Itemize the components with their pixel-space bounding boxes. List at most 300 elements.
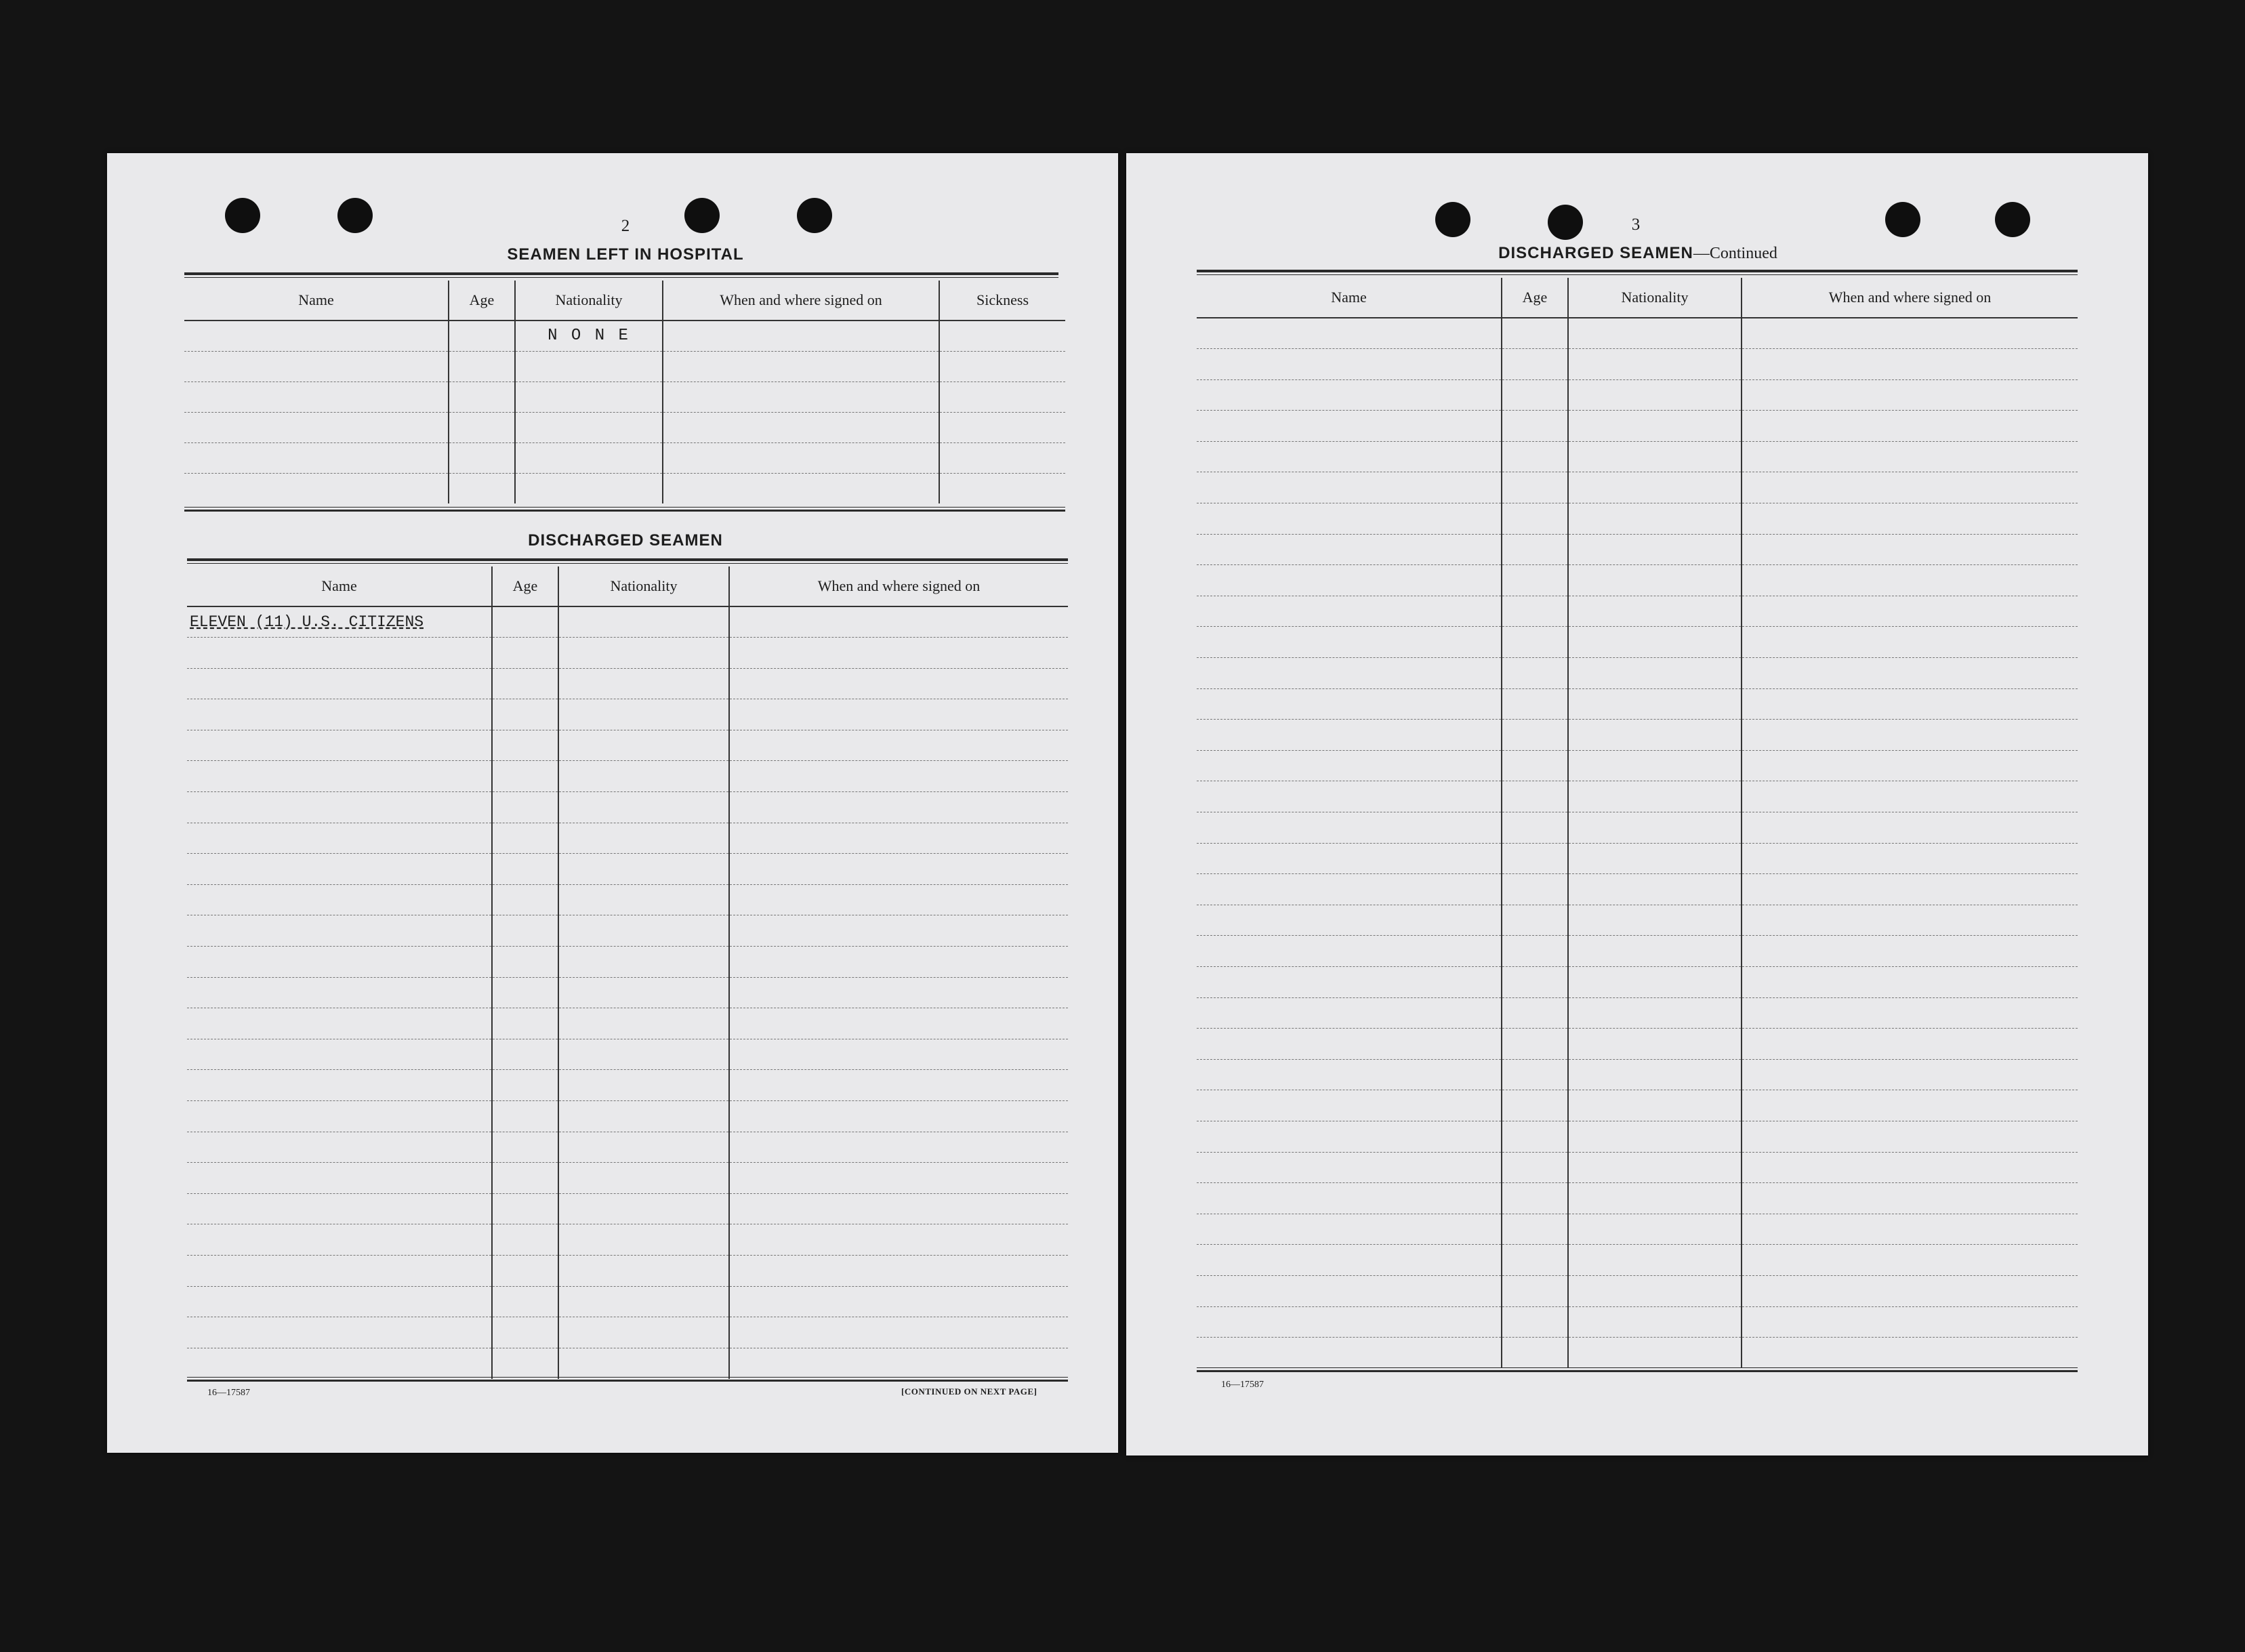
table-row — [187, 1348, 1068, 1379]
table-cell — [558, 1101, 729, 1132]
table-cell — [1197, 1245, 1502, 1276]
table-cell — [558, 1193, 729, 1224]
table-cell — [1568, 658, 1742, 689]
table-cell — [558, 1039, 729, 1070]
table-cell — [663, 442, 939, 473]
table-cell — [1197, 997, 1502, 1029]
table-cell — [1197, 966, 1502, 997]
table-cell — [1568, 1214, 1742, 1245]
table-cell — [1568, 720, 1742, 751]
table-cell — [1568, 1152, 1742, 1183]
table-cell — [187, 947, 492, 978]
table-cell — [1568, 318, 1742, 349]
table-cell — [1742, 966, 2078, 997]
table-cell — [492, 1039, 558, 1070]
table-cell — [663, 473, 939, 503]
table-cell — [1502, 472, 1568, 503]
table-cell — [1502, 658, 1568, 689]
table-cell — [1197, 750, 1502, 781]
table-row — [1197, 843, 2078, 874]
table-cell — [1502, 720, 1568, 751]
table-cell — [1742, 658, 2078, 689]
table-cell: N O N E — [515, 321, 663, 351]
table-cell — [187, 1317, 492, 1348]
table-row — [1197, 966, 2078, 997]
table-cell — [1568, 781, 1742, 812]
punch-hole — [1995, 202, 2030, 237]
table-cell — [1502, 936, 1568, 967]
table-cell — [939, 381, 1065, 412]
discharged-table — [187, 566, 1068, 1379]
table-cell — [449, 412, 515, 442]
table-row — [1197, 318, 2078, 349]
table-row — [1197, 1090, 2078, 1121]
table-row — [1197, 936, 2078, 967]
table-cell — [1502, 318, 1568, 349]
table-row — [1197, 441, 2078, 472]
table-row — [187, 1224, 1068, 1256]
table-cell — [1502, 966, 1568, 997]
table-row — [1197, 1338, 2078, 1369]
table-cell — [1502, 441, 1568, 472]
table-cell — [1568, 1090, 1742, 1121]
table-cell — [515, 412, 663, 442]
table-cell — [1197, 1090, 1502, 1121]
table-cell — [1568, 349, 1742, 380]
table-cell — [1197, 874, 1502, 905]
punch-hole — [684, 198, 720, 233]
table-cell — [1742, 1275, 2078, 1306]
table-cell — [1568, 1275, 1742, 1306]
table-cell — [729, 1101, 1068, 1132]
table-cell — [1197, 379, 1502, 411]
column-header-signed-on: When and where signed on — [663, 281, 939, 321]
table-cell — [1197, 472, 1502, 503]
bottom-rule — [1197, 1367, 2078, 1372]
bottom-rule — [187, 1377, 1068, 1382]
table-cell — [492, 668, 558, 699]
table-row — [1197, 997, 2078, 1029]
table-cell — [558, 1317, 729, 1348]
table-cell — [449, 381, 515, 412]
table-cell — [939, 442, 1065, 473]
table-row — [1197, 596, 2078, 627]
table-cell — [515, 473, 663, 503]
double-rule — [184, 272, 1058, 278]
table-cell — [187, 1132, 492, 1163]
table-cell — [1568, 441, 1742, 472]
table-row — [1197, 688, 2078, 720]
table-cell — [1742, 874, 2078, 905]
table-cell — [729, 761, 1068, 792]
table-row — [1197, 720, 2078, 751]
table-cell — [558, 606, 729, 638]
table-cell — [1742, 627, 2078, 658]
table-cell — [1568, 411, 1742, 442]
table-cell — [1742, 688, 2078, 720]
table-cell — [1742, 596, 2078, 627]
page-number: 2 — [621, 217, 630, 235]
table-cell — [1502, 1214, 1568, 1245]
table-cell — [184, 351, 449, 381]
table-row — [1197, 534, 2078, 565]
table-cell — [492, 730, 558, 761]
table-cell — [1197, 1029, 1502, 1060]
table-cell — [558, 823, 729, 854]
table-row — [187, 606, 1068, 638]
table-cell — [492, 638, 558, 669]
table-cell — [729, 1193, 1068, 1224]
table-row — [187, 1193, 1068, 1224]
table-row — [184, 381, 1065, 412]
table-cell — [1742, 1306, 2078, 1338]
table-cell — [729, 854, 1068, 885]
table-cell — [729, 1163, 1068, 1194]
table-cell — [1502, 1121, 1568, 1152]
table-cell — [1742, 1090, 2078, 1121]
table-cell — [492, 1348, 558, 1379]
table-cell — [1197, 658, 1502, 689]
table-cell — [187, 1070, 492, 1101]
column-header-signed-on: When and where signed on — [729, 566, 1068, 606]
discharged-continued-table — [1197, 278, 2078, 1368]
table-cell — [558, 977, 729, 1008]
table-cell — [187, 823, 492, 854]
table-cell — [558, 1132, 729, 1163]
column-header-nationality: Nationality — [515, 281, 663, 321]
table-cell — [558, 884, 729, 915]
table-cell — [184, 442, 449, 473]
section-title-suffix: —Continued — [1693, 245, 1777, 262]
table-cell — [1742, 411, 2078, 442]
table-cell — [492, 1070, 558, 1101]
table-cell — [1197, 1306, 1502, 1338]
table-row — [1197, 1029, 2078, 1060]
table-cell — [1742, 472, 2078, 503]
table-row — [1197, 1214, 2078, 1245]
table-cell — [1502, 874, 1568, 905]
table-row — [184, 473, 1065, 503]
table-cell — [729, 884, 1068, 915]
table-cell — [1742, 503, 2078, 535]
table-cell — [515, 351, 663, 381]
section-title-discharged-continued — [1370, 244, 1906, 263]
table-cell — [1197, 843, 1502, 874]
table-cell — [558, 1008, 729, 1039]
table-cell — [1502, 1183, 1568, 1214]
table-cell — [1197, 349, 1502, 380]
table-cell — [729, 1286, 1068, 1317]
table-cell — [729, 1317, 1068, 1348]
table-cell — [187, 1039, 492, 1070]
table-cell — [729, 668, 1068, 699]
table-cell — [1197, 565, 1502, 596]
table-cell — [1568, 534, 1742, 565]
table-row — [1197, 1059, 2078, 1090]
table-cell — [1502, 411, 1568, 442]
column-header-age: Age — [492, 566, 558, 606]
table-cell — [1197, 1059, 1502, 1090]
punch-hole — [225, 198, 260, 233]
table-cell — [939, 321, 1065, 351]
table-cell — [1742, 781, 2078, 812]
table-row — [1197, 750, 2078, 781]
table-cell — [1502, 905, 1568, 936]
table-cell — [492, 947, 558, 978]
table-row — [1197, 812, 2078, 844]
table-cell — [187, 730, 492, 761]
table-cell — [1197, 503, 1502, 535]
table-cell — [187, 1255, 492, 1286]
table-cell — [1742, 534, 2078, 565]
table-cell — [1502, 534, 1568, 565]
column-header-age: Age — [449, 281, 515, 321]
table-cell — [558, 1163, 729, 1194]
table-cell — [558, 638, 729, 669]
table-cell — [1197, 1121, 1502, 1152]
table-cell — [1197, 936, 1502, 967]
table-cell — [187, 1008, 492, 1039]
table-cell — [558, 1348, 729, 1379]
table-cell — [449, 473, 515, 503]
table-cell — [558, 1286, 729, 1317]
punch-hole — [1885, 202, 1920, 237]
table-cell — [729, 1348, 1068, 1379]
table-cell — [729, 699, 1068, 730]
table-cell — [1742, 565, 2078, 596]
table-cell — [492, 761, 558, 792]
continued-note: [CONTINUED ON NEXT PAGE] — [901, 1386, 1037, 1397]
table-cell — [939, 473, 1065, 503]
table-cell — [1568, 565, 1742, 596]
table-cell — [1502, 1275, 1568, 1306]
table-cell — [1502, 565, 1568, 596]
table-cell — [184, 412, 449, 442]
table-cell — [558, 1255, 729, 1286]
table-cell — [729, 977, 1068, 1008]
table-cell — [1197, 1275, 1502, 1306]
right-page — [1126, 153, 2148, 1455]
table-cell — [558, 1070, 729, 1101]
table-cell — [663, 351, 939, 381]
table-cell — [187, 1286, 492, 1317]
table-row — [1197, 1183, 2078, 1214]
double-rule — [187, 558, 1068, 564]
table-cell — [1742, 379, 2078, 411]
table-row — [187, 1317, 1068, 1348]
table-cell — [187, 761, 492, 792]
table-cell — [1197, 318, 1502, 349]
table-cell — [1197, 596, 1502, 627]
table-row — [184, 351, 1065, 381]
table-cell — [1197, 411, 1502, 442]
table-cell — [1502, 503, 1568, 535]
table-cell — [492, 823, 558, 854]
table-row — [1197, 658, 2078, 689]
table-cell — [184, 321, 449, 351]
table-cell — [1742, 1029, 2078, 1060]
punch-hole — [1548, 205, 1583, 240]
table-cell — [558, 730, 729, 761]
table-cell — [1568, 936, 1742, 967]
table-cell — [187, 1224, 492, 1256]
table-cell — [1568, 997, 1742, 1029]
table-cell — [558, 668, 729, 699]
table-cell — [1502, 750, 1568, 781]
column-header-name: Name — [187, 566, 492, 606]
table-cell — [184, 473, 449, 503]
table-cell — [492, 1132, 558, 1163]
table-row — [1197, 1152, 2078, 1183]
punch-hole — [337, 198, 373, 233]
table-row — [187, 1255, 1068, 1286]
table-row — [187, 1008, 1068, 1039]
table-row — [1197, 503, 2078, 535]
table-cell — [187, 854, 492, 885]
table-cell — [492, 854, 558, 885]
table-cell — [1742, 997, 2078, 1029]
table-cell — [1742, 349, 2078, 380]
table-cell — [1568, 596, 1742, 627]
table-cell — [1568, 1059, 1742, 1090]
table-cell — [1742, 1214, 2078, 1245]
column-header-signed-on: When and where signed on — [1742, 278, 2078, 318]
table-cell — [184, 381, 449, 412]
table-cell — [492, 1317, 558, 1348]
table-cell — [1742, 1338, 2078, 1369]
table-row — [187, 1039, 1068, 1070]
section-title-main: DISCHARGED SEAMEN — [1498, 244, 1693, 262]
table-cell — [558, 854, 729, 885]
table-cell — [1502, 812, 1568, 844]
table-cell — [729, 1224, 1068, 1256]
table-row — [187, 730, 1068, 761]
section-title-hospital: SEAMEN LEFT IN HOSPITAL — [507, 245, 744, 264]
table-row — [184, 442, 1065, 473]
table-cell — [492, 1101, 558, 1132]
table-cell — [1502, 1029, 1568, 1060]
table-row — [1197, 1245, 2078, 1276]
table-row — [1197, 411, 2078, 442]
table-cell — [1502, 997, 1568, 1029]
table-cell — [558, 761, 729, 792]
table-cell — [1197, 441, 1502, 472]
table-cell — [1502, 1059, 1568, 1090]
table-row — [187, 1286, 1068, 1317]
table-cell — [939, 412, 1065, 442]
table-row — [1197, 781, 2078, 812]
table-cell — [729, 823, 1068, 854]
table-cell — [1742, 318, 2078, 349]
form-number: 16—17587 — [1221, 1380, 1264, 1390]
table-cell — [492, 1286, 558, 1317]
table-cell — [1197, 905, 1502, 936]
table-cell — [1197, 812, 1502, 844]
table-cell — [492, 1255, 558, 1286]
table-row — [1197, 1275, 2078, 1306]
table-cell — [1502, 781, 1568, 812]
punch-hole — [1435, 202, 1470, 237]
table-row — [1197, 1121, 2078, 1152]
table-row — [187, 1132, 1068, 1163]
table-cell — [449, 442, 515, 473]
table-row — [187, 699, 1068, 730]
double-rule — [1197, 270, 2078, 275]
table-cell — [1742, 1059, 2078, 1090]
table-row — [187, 792, 1068, 823]
table-cell — [1502, 1152, 1568, 1183]
table-cell — [187, 1101, 492, 1132]
table-row — [184, 321, 1065, 351]
table-cell — [1742, 720, 2078, 751]
table-cell — [1568, 1121, 1742, 1152]
table-cell — [1568, 1245, 1742, 1276]
table-cell — [1502, 1090, 1568, 1121]
table-cell — [1568, 1183, 1742, 1214]
table-cell — [729, 1039, 1068, 1070]
table-cell — [1197, 720, 1502, 751]
table-cell — [187, 884, 492, 915]
table-cell — [1502, 1338, 1568, 1369]
column-header-name: Name — [184, 281, 449, 321]
form-number: 16—17587 — [207, 1388, 250, 1398]
table-cell — [729, 792, 1068, 823]
left-page — [107, 153, 1118, 1453]
table-cell — [1742, 905, 2078, 936]
column-header-age: Age — [1502, 278, 1568, 318]
table-cell — [187, 977, 492, 1008]
table-row — [187, 1163, 1068, 1194]
table-cell — [558, 699, 729, 730]
table-cell — [1568, 843, 1742, 874]
table-cell — [1197, 688, 1502, 720]
hospital-table — [184, 281, 1065, 503]
table-cell — [1502, 1245, 1568, 1276]
column-header-name: Name — [1197, 278, 1502, 318]
table-cell — [1568, 379, 1742, 411]
table-cell — [187, 915, 492, 947]
table-row — [1197, 905, 2078, 936]
table-cell — [1568, 874, 1742, 905]
table-cell — [663, 381, 939, 412]
table-cell — [1502, 349, 1568, 380]
table-cell — [492, 884, 558, 915]
table-cell — [1502, 843, 1568, 874]
table-cell — [1568, 812, 1742, 844]
table-row — [1197, 874, 2078, 905]
table-cell — [1502, 1306, 1568, 1338]
table-cell — [492, 1224, 558, 1256]
table-row — [1197, 472, 2078, 503]
column-header-nationality: Nationality — [558, 566, 729, 606]
table-cell — [1502, 596, 1568, 627]
table-cell — [729, 1132, 1068, 1163]
table-cell — [492, 915, 558, 947]
table-cell — [492, 699, 558, 730]
table-cell — [515, 381, 663, 412]
table-row — [1197, 1306, 2078, 1338]
table-cell — [729, 947, 1068, 978]
table-row — [187, 915, 1068, 947]
table-cell — [515, 442, 663, 473]
table-row — [1197, 565, 2078, 596]
discharged-continued-table-body — [1197, 318, 2078, 1368]
table-cell — [1197, 534, 1502, 565]
table-cell — [729, 1255, 1068, 1286]
table-cell — [663, 412, 939, 442]
table-cell — [729, 1070, 1068, 1101]
table-cell — [492, 977, 558, 1008]
